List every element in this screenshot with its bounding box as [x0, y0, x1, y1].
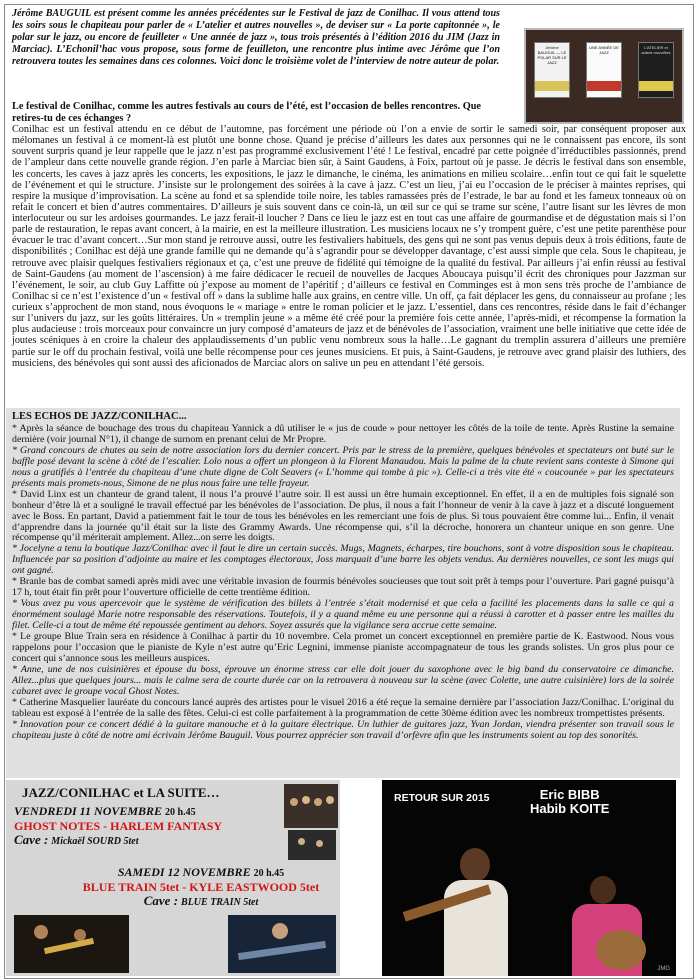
concert-bands: GHOST NOTES - HARLEM FANTASY [14, 818, 223, 833]
concert-bands: BLUE TRAIN 5tet - KYLE EASTWOOD 5tet [82, 879, 320, 894]
books-photo [524, 28, 684, 124]
photo-credit: JMG [657, 966, 670, 972]
echos-box [6, 408, 680, 778]
book-cover-atelier [638, 42, 674, 98]
performer-left [460, 848, 490, 882]
upcoming-title: JAZZ/CONILHAC et LA SUITE… [22, 785, 220, 800]
echo-item: * David Linx est un chanteur de grand talent, il nous l’a prouvé l’autre soir. Il est aussi un être humain exceptionnel. En effet, il a en de multiples fois signalé son bonheur d’être là et a souligné le travail effectué par les bénévoles de l’association. De plus, il nous a fait l’honneur de venir à la cave à jazz et a discuté longuement avec le Boss. En partant, David a patiemment fait le tour de tous les bénévoles en les remerciant une fois de plus. Si tous pouvaient être comme lui... Enfin, il venait d’apprendre dans la journée qu’il était sur la liste des Grammy Awards. Une récompense qui, s’il la décroche, honorera un chanteur unique en son genre. Une récompense qu’il mériterait amplement. Allez...on serre les doigts. [12, 488, 674, 544]
artist-name: Eric BIBB [539, 787, 600, 802]
echo-item: * Innovation pour ce concert dédié à la guitare manouche et à la guitare électrique. Un luthier de guitares jazz, Yvan Jordan, viendra présenter son travail sous le chapiteau juste à côté de notre ami écrivain Jérôme Bauguil. Vous pourrez apprécier son travail d’orfèvre afin que les instruments soient au top des sonorités. [12, 718, 674, 741]
bassist-photo [228, 915, 336, 973]
concert-date: SAMEDI 12 NOVEMBRE [117, 865, 251, 879]
echo-item: * Grand concours de chutes au sein de notre association lors du dernier concert. Pris par le stress de la première, quelques bénévoles et spectateurs ont buté sur le baffle posé devant la scène à côté de l’escalier. Lolo nous a offert un plongeon à la Florent Manaudou. Mais la palme de la chute revient sans conteste à Simone qui nous a gratifiés à l’entrée du chapiteau d’une chute digne de Colt Seavers (« L’homme qui tombe à pic »). Celle-ci a très vite été « coucounée » par les spectateurs présents mais promets-nous, Simone de ne plus nous faire une telle frayeur. [12, 444, 674, 489]
guitar-right [596, 930, 646, 970]
artist-name: Habib KOITE [530, 801, 610, 816]
concert-date: VENDREDI 11 NOVEMBRE [14, 804, 163, 818]
choir-photo [284, 784, 338, 828]
cave-label: Cave : [14, 832, 49, 847]
interview-question: Le festival de Conilhac, comme les autres festivals au cours de l’été, est l’occasion de belles rencontres. Que retires-tu de ces échanges ? [12, 101, 482, 124]
echo-item: * Vous avez pu vous apercevoir que le système de vérification des billets à l’entrée s’était modernisé et que cela a facilité les placements dans la salle ce qui a énormément soulagé Marie notre responsable des réservations. Toutefois, il y a quand même eu une personne qui a réussi à carotter et à passer entre les mailles du filet. Celle-ci a tout de même été repoussée gentiment au dehors. Soyez assurés que la vigilance sera accrue cette semaine. [12, 598, 674, 632]
interview-section [6, 6, 692, 406]
cave-band: Mickaël SOURD 5tet [51, 836, 139, 847]
cave-label: Cave : [143, 893, 179, 908]
book-cover-text: Jérôme BAUGUIL — LE POLAR SUR LE JAZZ [537, 45, 567, 65]
book-cover-text: UNE ANNÉE DE JAZZ [589, 45, 619, 55]
echo-item: * Anne, une de nos cuisinières et épouse du boss, éprouve un énorme stress car elle doit jouer du saxophone avec le big band du conservatoire ce dimanche. Allez...plus que quelques jours... mais le calme sera de courte durée car on la retrouvera à nouveau sur la scène (avec Colette, une autre cuisinière) lors de la soirée cabaret avec le groupe vocal Ghost Notes. [12, 663, 674, 697]
band-photo [288, 830, 336, 860]
book-cover-annee [586, 42, 622, 98]
interview-intro: Jérôme BAUGUIL est présent comme les années précédentes sur le Festival de jazz de Conilhac. Il vous attend tous les soirs sous le chapiteau pour parler de « L’atelier et autres nouvelles », de deviser sur « La porte capitonnée », le polar sur le jazz, ou encore de feuilleter « Une année de jazz », tous trois présentés à l’édition 2016 du JIM (Jazz in Marciac). L’Echonil’hac vous propose, sous forme de feuilleton, une rencontre plus intime avec Jérôme que l’on retrouvera toutes les semaines dans ces colonnes. Voici donc le troisième volet de l’interview de notre auteur de polar. [12, 8, 500, 68]
concert-time: 20 h.45 [165, 807, 196, 818]
echo-item: * Après la séance de bouchage des trous du chapiteau Yannick a dû utiliser le « jus de coude » pour nettoyer les côtés de la toile de tente. Après Rustine la semaine dernière (voir journal N°1), il change de surnom en prenant celui de Mr Propre. [12, 422, 674, 445]
performer-right [590, 876, 616, 904]
horns-photo [14, 915, 129, 973]
book-cover-text: L’ATELIER et autres nouvelles [641, 45, 671, 55]
book-cover-polar [534, 42, 570, 98]
echos-list [12, 424, 674, 742]
echo-item: * Catherine Masquelier lauréate du concours lancé auprès des artistes pour le visuel 2016 a été reçue la semaine dernière par l’association Jazz/Conilhac. L’original du tableau est exposé à l’entrée de la salle des fêtes. Celui-ci est colle parfaitement à la programmation de cette 30ème édition avec les nombreux trompettistes présents. [12, 696, 674, 719]
concert-friday [14, 805, 284, 849]
retour-photo [382, 780, 676, 976]
cave-band: BLUE TRAIN 5tet [181, 897, 259, 908]
retour-label: RETOUR SUR 2015 [394, 792, 490, 804]
retour-artists [530, 788, 609, 816]
echo-item: * Jocelyne a tenu la boutique Jazz/Conilhac avec il faut le dire un certain succès. Mugs, Magnets, écharpes, tire bouchons, sont à votre disposition sous le chapiteau. Influencée par sa position d’adjointe au maire et les comptages électoraux, Joss marquait d’une barre les objets vendus. Au dernières nouvelles, ce sont les mugs qui ont gagné. [12, 543, 674, 577]
upcoming-concerts [6, 780, 340, 976]
echo-item: * Branle bas de combat samedi après midi avec une véritable invasion de fourmis bénévoles soucieuses que tout soit prêt à temps pour l’ouverture. Pari gagné puisqu’à 17 h, tout était fin prêt pour l’ouverture officielle de cette trentième édition. [12, 576, 674, 599]
echos-title: LES ECHOS DE JAZZ/CONILHAC... [12, 411, 187, 422]
concert-time: 20 h.45 [253, 868, 285, 879]
interview-answer: Conilhac est un festival attendu en ce début de l’automne, pas forcément une période où l’on a envie de sortir le samedi soir, par conséquent proposer aux mélomanes un festival à ce moment-là est plutôt une bonne chose. Quand je précise d’ailleurs les dates aux personnes qui ne le connaissent pas encore, ils sont souvent surpris quand je leur rappelle que le jazz n’est pas programmé exclusivement l’été ! Le festival, encadré par cette poignée d’irréductibles passionnés, prend de l’ampleur dans cette nouvelle grande région. J’en parle à Marciac bien sûr, à Saint Gaudens, à Foix, partout où je passe. Je décris le festival dans son ensemble, les concerts, les caves à jazz après les concerts, les expositions, le jazz le dimanche, le cinéma, les animations en milieu scolaire…enfin tout ce qui fait le squelette de l’événement et qui le structure. J’insiste sur le prolongement des soirées à la cave à jazz. C’est un lieu, j’ai eu l’occasion de le préciser à maintes reprises, qui respire la musique d’improvisation. La scène au fond et sa splendide toile noire, les tables ramassées près de l’estrade, le bar au fond et les fameux tonneaux où on refait le concert et bien d’autres commentaires. D’ailleurs je suis souvent dans ce coin-là, un œil sur ce qui se trame sur scène, l’autre lisant sur les lèvres de mon interlocuteur ou sur les ardoises gourmandes. Le jazz ferait-il loucher ? Dans ce lieu le jazz est en tout cas une affaire de gourmandise et de dégustation mais si l’on parle de restauration, le repas avant concert, à la mairie, en est la meilleure illustration. Les musiciens locaux ne s’y trompent guère, c’est une petite parenthèse pour évacuer le trac d’avant concert…Sur mon stand je retrouve aussi, outre les festivaliers habituels, des gens qui ne sont pas venus depuis deux à trois éditions, faute de disponibilités ; Conilhac est déjà une grande famille qui ne demande qu’à s’agrandir pour se développer davantage, c’est aussi simple que cela. Sous le chapiteau, je retrouve avec plaisir quelques festivaliers régionaux et ça, c’est une preuve de fidélité qui témoigne de la qualité du festival. Par ailleurs j’ai enfin réussi au festival de Saint-Gaudens (au moment de l’ascension) à me faire dédicacer le recueil de nouvelles de Jacques Aboucaya puisqu’il écrit des chroniques pour Jazzman sur l’événement, le soir, au club Guy Laffitte où j’expose au moment de l’apéritif ; d’ailleurs ce festival en Comminges est à mon sens très proche de l’ambiance de Conilhac si ce n’est l’existence d’un « festival off » dans la sublime halle aux grains, en centre ville. Un off, ça fait déplacer les gens, du connaisseur au profane ; les curieux s’approchent de mon stand, nous évoquons le « mariage » entre le roman policier et le jazz. L’essentiel, dans ces rencontres, réside dans le fait d’échanger sur l’univers du jazz, sur les goûts littéraires. Un « tremplin jeune » a même été créé pour la première fois cette année, l’après-midi, et récompense la formation la plus audacieuse : trois morceaux pour convaincre un jury composé d’amateurs de jazz et de bénévoles de l’association, vraiment une belle initiative que cette idée de joutes scéniques à en croire la chaleur des applaudissements d’un public venu nombreux sous la halle…Le gagnant du tremplin assurera d’ailleurs une première partie sur le off du prochain festival, voilà une belle récompense pour ces jeunes musiciens. Et puis, à Saint-Gaudens, je retrouve avec grand plaisir des luthiers, des musiciens, des bénévoles qui sont aussi des aficionados de Marciac alors on salive un peu en attendant l’été gersois. [12, 124, 686, 369]
concert-saturday [66, 866, 336, 910]
echo-item: * Le groupe Blue Train sera en résidence à Conilhac à partir du 10 novembre. Cela promet un concert exceptionnel en première partie de K. Eastwood. Nous vous rappelons pour l’occasion que le pianiste de Kyle n’est autre qu’Eric Legnini, immense pianiste accompagnateur de tous les grands solistes. Un gros plus pour ce concert qui s’annonce sous les meilleurs auspices. [12, 631, 674, 664]
